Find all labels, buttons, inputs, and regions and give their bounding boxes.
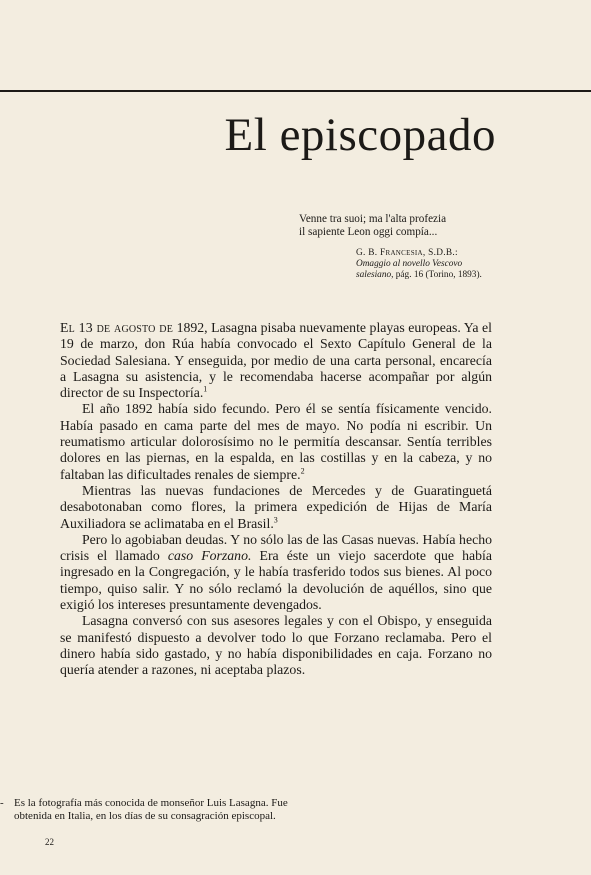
epigraph-attribution xyxy=(356,248,496,281)
epigraph-line: il sapiente Leon oggi compía... xyxy=(299,225,438,238)
caption-line: Es la fotografía más conocida de monseñor Luis Lasagna. Fue xyxy=(14,797,288,809)
footnote-ref: 1 xyxy=(203,384,208,394)
attribution-details: , pág. 16 (Torino, 1893). xyxy=(391,270,482,280)
paragraph xyxy=(60,532,492,613)
paragraph-text: Pero lo agobiaban deudas. Y no sólo las de las Casas nuevas. Había hecho crisis el llamado xyxy=(60,531,492,564)
epigraph-line: Venne tra suoi; ma l'alta profezia xyxy=(299,213,447,225)
paragraph-text: Lasagna conversó con sus asesores legales y con el Obispo, y enseguida se manifestó dispuesto a devolver todo lo que Forzano reclamaba. Pero el dinero había sido gastado, y no había disponibilidades en caja. Forzano no quería atender a razones, ni aceptaba plazos. xyxy=(60,613,492,678)
paragraph xyxy=(60,483,492,532)
body-text xyxy=(60,320,492,679)
footnote-ref: 2 xyxy=(300,466,305,476)
paragraph-text: Era éste un viejo sacerdote que había ingresado en la Congregación, y le había trasferido todos sus bienes. Al poco tiempo, quiso salir. Y no sólo reclamó la devolución de aquéllos, sino que exigió los intereses presuntamente devengados. xyxy=(60,548,493,613)
opening-words: El 13 de agosto de xyxy=(60,320,174,335)
page-number: 22 xyxy=(45,837,54,847)
paragraph-text: El año 1892 había sido fecundo. Pero él se sentía físicamente vencido. Había pasado en cama parte del mes de mayo. No podía ni escribir. Un reumatismo articular dolorosísimo no le permitía descansar. Sentía terribles dolores en las piernas, en la espalda, en las costillas y en la cabeza, y no faltaban las dificultades renales de siempre. xyxy=(60,401,492,482)
emphasis-text: caso Forzano. xyxy=(167,548,252,564)
header-rule xyxy=(0,90,591,92)
paragraph xyxy=(60,401,492,482)
paragraph-text: Mientras las nuevas fundaciones de Mercedes y de Guaratinguetá desabotonaban como flores, la primera expedición de Hijas de María Auxiliadora se aclimataba en el Brasil. xyxy=(60,482,492,531)
caption-text xyxy=(14,797,414,823)
caption-line: obtenida en Italia, en los días de su consagración episcopal. xyxy=(14,810,276,822)
caption-dash: - xyxy=(0,797,4,809)
attribution-work: Omaggio al novello Vescovo salesiano xyxy=(356,259,463,280)
paragraph xyxy=(60,320,492,401)
footnote-ref: 3 xyxy=(273,514,278,524)
paragraph xyxy=(60,613,492,678)
attribution-author: G. B. Francesia, S.D.B.: xyxy=(356,248,458,258)
paragraph-text: 1892, Lasagna pisaba nuevamente playas europeas. Ya el 19 de marzo, don Rúa había convocado el Sexto Capítulo General de la Sociedad Salesiana. Y enseguida, por medio de una carta personal, encarecía a Lasagna su asistencia, y le recomendaba hacerse acompañar por algún director de su Inspectoría. xyxy=(60,320,492,401)
chapter-title: El episcopado xyxy=(224,109,496,161)
epigraph xyxy=(299,213,509,238)
